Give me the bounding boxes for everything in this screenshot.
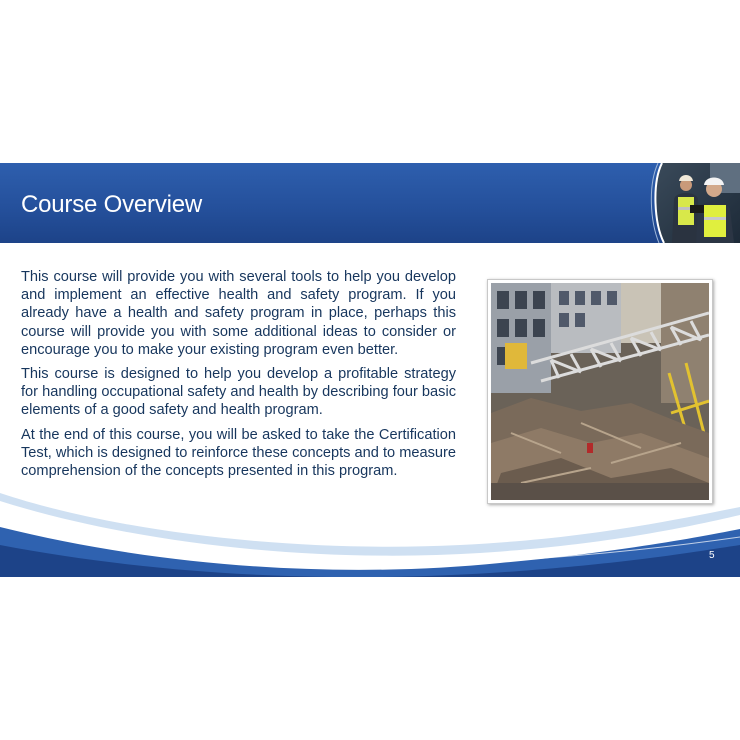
slide-header [0,163,740,243]
body-text [21,268,456,486]
page-number: 5 [709,550,715,561]
slide [0,163,740,577]
workers-photo [650,163,740,243]
collapsed-building-photo-frame [487,279,713,504]
footer-wave [0,493,740,577]
collapsed-building-photo [491,283,709,500]
paragraph-1: This course will provide you with several tools to help you develop and implement an effective health and safety program. If you already have a health and safety program in place, perhaps this course will provide you with some additional ideas to consider or encourage you to make your existing program even better. [21,269,456,358]
paragraph-3: At the end of this course, you will be asked to take the Certification Test, which is designed to reinforce these concepts and to measure comprehension of the concepts presented in this program. [21,426,456,480]
paragraph-2: This course is designed to help you develop a profitable strategy for handling occupational safety and health by describing four basic elements of a good safety and health program. [21,366,456,419]
slide-title: Course Overview [21,191,203,218]
